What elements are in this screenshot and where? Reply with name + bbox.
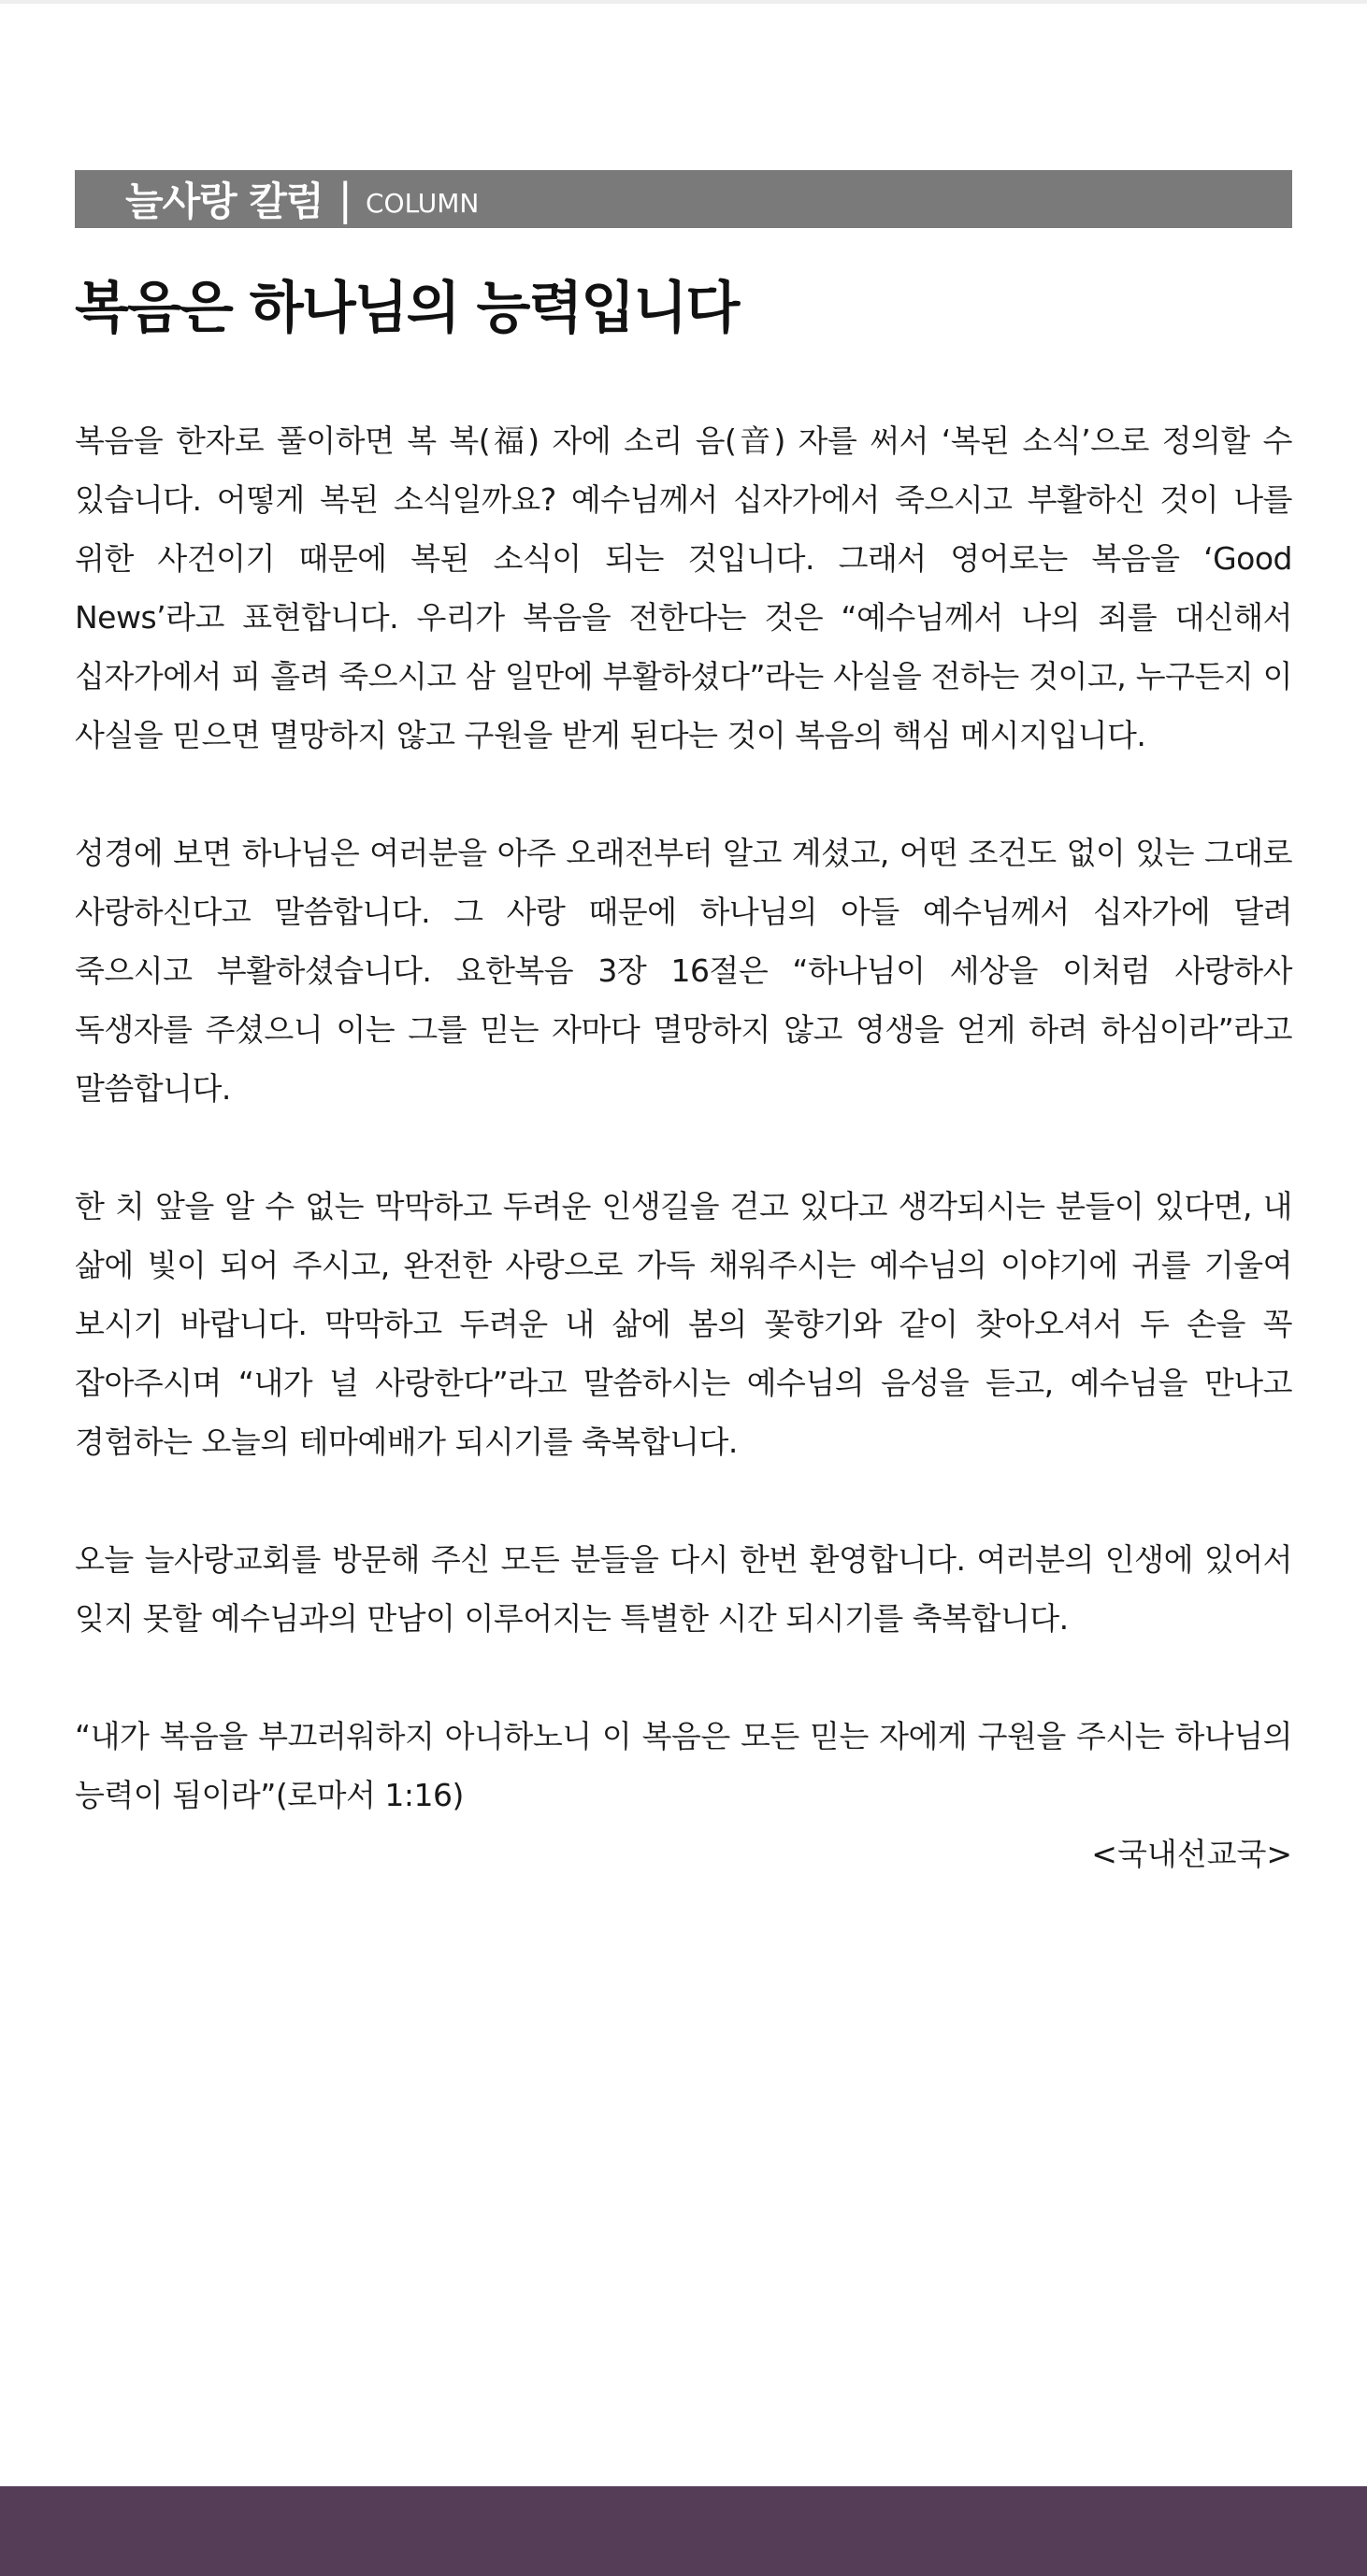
article-paragraph-2: 성경에 보면 하나님은 여러분을 아주 오래전부터 알고 계셨고, 어떤 조건도 없이 있는 그대로 사랑하신다고 말씀합니다. 그 사랑 때문에 하나님의 아들 예수님께서 십자가에 달려 죽으시고 부활하셨습니다. 요한복음 3장 16절은 “하나님이 세상을 이처럼 사랑하사 독생자를 주셨으니 이는 그를 믿는 자마다 멸망하지 않고 영생을 얻게 하려 하심이라”라고 말씀합니다. xyxy=(75,835,1292,1107)
article-body xyxy=(75,411,1292,1883)
column-header-separator: | xyxy=(338,174,353,224)
column-header-bar xyxy=(75,170,1292,228)
top-divider xyxy=(0,0,1367,4)
column-header-title: 늘사랑 칼럼 xyxy=(125,179,324,224)
footer-bar xyxy=(0,2486,1367,2576)
article-paragraph-1: 복음을 한자로 풀이하면 복 복(福) 자에 소리 음(音) 자를 써서 ‘복된 소식’으로 정의할 수 있습니다. 어떻게 복된 소식일까요? 예수님께서 십자가에서 죽으시고 부활하신 것이 나를 위한 사건이기 때문에 복된 소식이 되는 것입니다. 그래서 영어로는 복음을 ‘Good News’라고 표현합니다. 우리가 복음을 전한다는 것은 “예수님께서 나의 죄를 대신해서 십자가에서 피 흘려 죽으시고 삼 일만에 부활하셨다”라는 사실을 전하는 것이고, 누구든지 이 사실을 믿으면 멸망하지 않고 구원을 받게 된다는 것이 복음의 핵심 메시지입니다. xyxy=(75,422,1292,753)
article-paragraph-3: 한 치 앞을 알 수 없는 막막하고 두려운 인생길을 걷고 있다고 생각되시는 분들이 있다면, 내 삶에 빛이 되어 주시고, 완전한 사랑으로 가득 채워주시는 예수님의 이야기에 귀를 기울여 보시기 바랍니다. 막막하고 두려운 내 삶에 봄의 꽃향기와 같이 찾아오셔서 두 손을 꼭 잡아주시며 “내가 널 사랑한다”라고 말씀하시는 예수님의 음성을 듣고, 예수님을 만나고 경험하는 오늘의 테마예배가 되시기를 축복합니다. xyxy=(75,1188,1292,1460)
article-paragraph-4: 오늘 늘사랑교회를 방문해 주신 모든 분들을 다시 한번 환영합니다. 여러분의 인생에 있어서 잊지 못할 예수님과의 만남이 이루어지는 특별한 시간 되시기를 축복합니다. xyxy=(75,1541,1292,1637)
article-title: 복음은 하나님의 능력입니다 xyxy=(75,276,739,341)
article-source: <국내선교국> xyxy=(1091,1836,1292,1872)
scripture-quote: “내가 복음을 부끄러워하지 아니하노니 이 복음은 모든 믿는 자에게 구원을 주시는 하나님의 능력이 됨이라”(로마서 1:16) xyxy=(75,1718,1292,1813)
column-header-subtitle: COLUMN xyxy=(365,187,480,219)
